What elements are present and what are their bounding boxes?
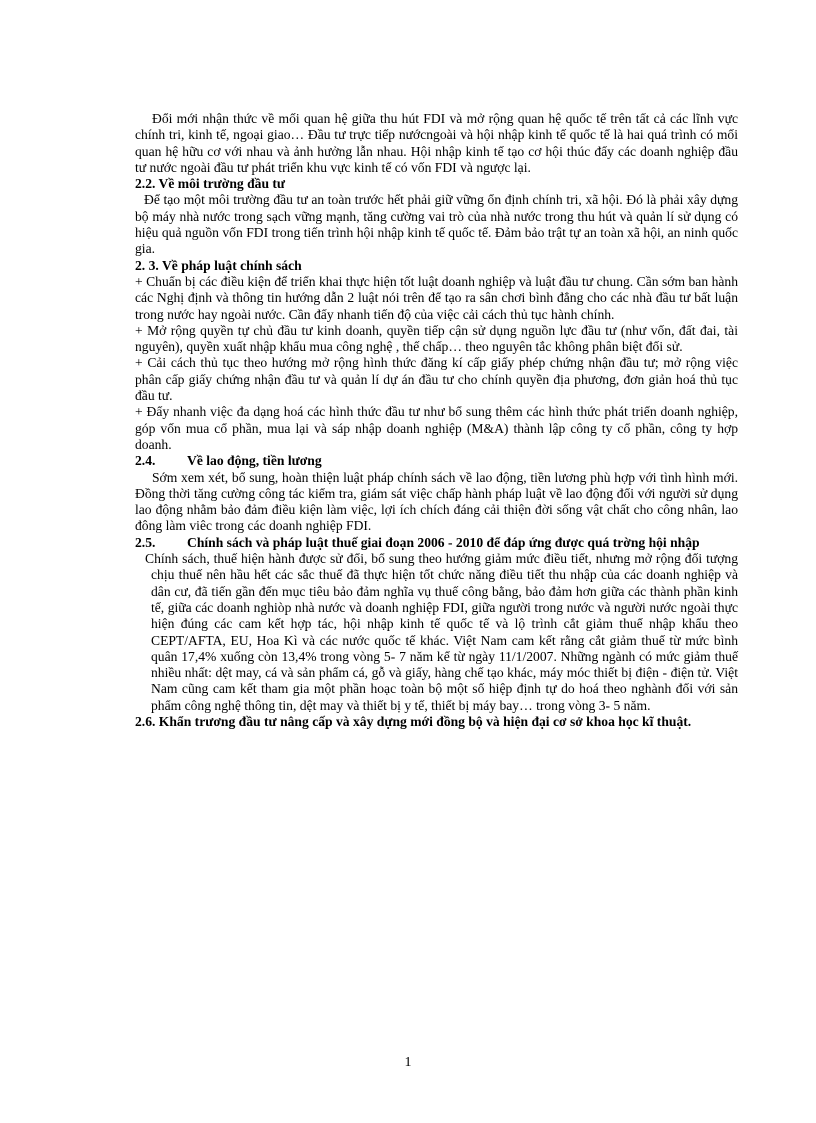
section-2-2-heading: 2.2. Về môi trường đầu tư — [135, 176, 286, 192]
section-2-2-body: Để tạo một môi trường đầu tư an toàn trước hết phải giữ vững ổn định chính tri, xã hội. Đó là phải xây dựng bộ máy nhà nước trong sạch vững mạnh, tăng cường vai trò của nhà nước trong thu hút và quản lí sử dụng có hiệu quả nguồn vốn FDI trong tiến trình hội nhập kinh tế quốc tế. Đảm bảo trật tự an toàn xã hội, an ninh quốc gia. — [135, 192, 738, 257]
intro-paragraph: Đổi mới nhận thức về mối quan hệ giữa thu hút FDI và mở rộng quan hệ quốc tế trên tất cả các lĩnh vực chính tri, kinh tế, ngoại giao… Đầu tư trực tiếp nướcngoài và hội nhập kinh tế quốc tế là hai quá trình có mối quan hệ hữu cơ với nhau và ảnh hưởng lẫn nhau. Hội nhập kinh tế tạo cơ hội thúc đẩy các doanh nghiệp đầu tư nước ngoài đầu tư phát triển khu vực kinh tế có vốn FDI và ngược lại. — [135, 111, 738, 175]
section-2-4-heading — [135, 453, 738, 469]
page-number: 1 — [404, 1055, 412, 1070]
document-page — [135, 111, 738, 730]
section-2-4-title: Về lao động, tiền lương — [187, 453, 322, 469]
section-2-3-bullet-3: + Cải cách thủ tục theo hướng mở rộng hình thức đăng kí cấp giấy phép chứng nhận đầu tư; mở rộng việc phân cấp giấy chứng nhận đầu tư và quản lí dự án đầu tư cho chính quyền địa phương, đơn giản hoá thủ tục đầu tư. — [135, 355, 738, 404]
section-2-5-number: 2.5. — [135, 534, 156, 550]
section-2-5-title: Chính sách và pháp luật thuế giai đoạn 2006 - 2010 để đáp ứng được quá trờng hội nhập — [187, 534, 700, 550]
section-2-4-number: 2.4. — [135, 453, 156, 469]
section-2-6-heading: 2.6. Khẩn trương đầu tư nâng cấp và xây dựng mới đồng bộ và hiện đại cơ sở khoa học kĩ thuật. — [135, 713, 692, 729]
section-2-4-body: Sớm xem xét, bổ sung, hoàn thiện luật pháp chính sách về lao động, tiền lương phù hợp với tình hình mới. Đồng thời tăng cường công tác kiểm tra, giám sát việc chấp hành pháp luật về lao động đối với người sử dụng lao động nhằm bảo đảm điều kiện làm việc, lợi ích chích đáng cải thiện đời sống vật chất cho công nhân, lao đông làm viêc trong các doanh nghiệp FDI. — [135, 469, 738, 534]
section-2-3-bullet-1: + Chuẩn bị các điều kiện để triển khai thực hiện tốt luật doanh nghiệp và luật đầu tư chung. Cần sớm ban hành các Nghị định và thông tin hướng dẫn 2 luật nói trên để tạo ra sân chơi bình đẳng cho các nhà đầu tư bất luận trong nước hay ngoài nước. Cần đẩy nhanh tiến độ của việc cải cách thủ tục hành chính. — [135, 273, 738, 322]
section-2-3-bullet-2: + Mở rộng quyền tự chủ đầu tư kinh doanh, quyền tiếp cận sử dụng nguồn lực đầu tư (như vốn, đất đai, tài nguyên), quyền xuất nhập khẩu mua công nghệ , thế chấp… theo nguyên tắc không phân biệt đối sử. — [135, 322, 738, 355]
section-2-5-body: Chính sách, thuế hiện hành được sử đổi, bổ sung theo hướng giảm mức điều tiết, nhưng mở rộng đối tượng chịu thuế nên hầu hết các sắc thuế đã thực hiện tốt chức năng điều tiết thu nhập của các doanh nghiệp và dân cư, đã tiến gần đến mục tiêu bảo đảm nghĩa vụ thuế công bằng, bảo đảm hơn giữa các thành phần kinh tế, giữa các doanh nghiòp nhà nước và doanh nghiệp FDI, giữa người trong nước và người nước ngoài thực hiện đúng các cam kết hợp tác, hội nhập kinh tế quốc tế và lộ trình cắt giảm thuế nhập khẩu theo CEPT/AFTA, EU, Hoa Kì và các nước quốc tế khác. Việt Nam cam kết rằng cắt giảm thuế từ mức bình quân 17,4% xuống còn 13,4% trong vòng 5- 7 năm kể từ ngày 11/1/2007. Những ngành có mức giảm thuế nhiều nhất: dệt may, cá và sản phẩm cá, gỗ và giấy, hàng chế tạo khác, máy móc thiết bị điện - điện tử. Việt Nam cũng cam kết tham gia một phần hoạc toàn bộ một số hiệp định tự do hoá theo nghành đối với sản phẩm công nghệ thông tin, dệt may và thiết bị y tế, thiết bị máy bay… trong vòng 3- 5 năm. — [145, 551, 738, 713]
section-2-3-bullet-4: + Đẩy nhanh việc đa dạng hoá các hình thức đầu tư như bổ sung thêm các hình thức phát triển doanh nghiệp, góp vốn mua cổ phần, mua lại và sáp nhập doanh nghiệp (M&A) thành lập công ty cổ phần, công ty hợp doanh. — [135, 404, 738, 452]
section-2-5-heading — [135, 535, 738, 551]
section-2-3-heading: 2. 3. Về pháp luật chính sách — [135, 257, 302, 273]
